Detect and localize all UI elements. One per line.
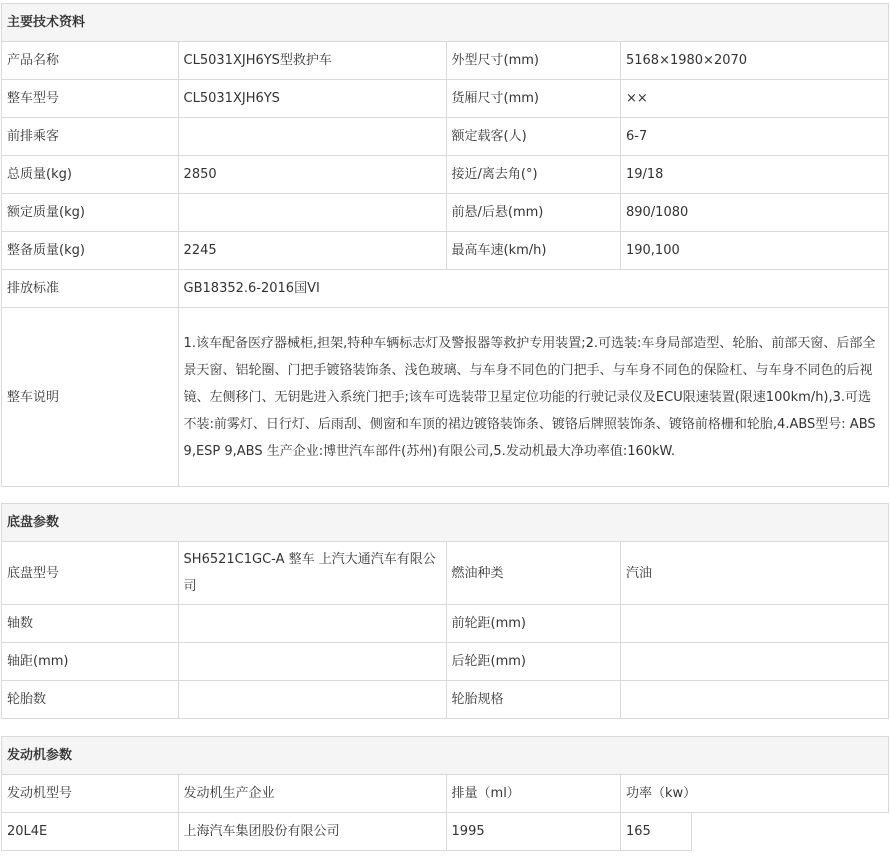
- spec-label: 最高车速(km/h): [446, 232, 620, 270]
- engine-header-maker: 发动机生产企业: [178, 775, 446, 813]
- spec-value: CL5031XJH6YS: [178, 80, 446, 118]
- section-title-engine: 发动机参数: [2, 737, 889, 775]
- engine-table: [1, 736, 889, 851]
- table-row: [2, 813, 889, 851]
- spec-label: 货厢尺寸(mm): [446, 80, 620, 118]
- spec-value: 6-7: [620, 118, 888, 156]
- spec-label: 额定载客(人): [446, 118, 620, 156]
- engine-maker-value: 上海汽车集团股份有限公司: [178, 813, 446, 851]
- engine-header-displacement: 排量（ml）: [446, 775, 620, 813]
- engine-model-value: 20L4E: [2, 813, 179, 851]
- table-row: [2, 156, 889, 194]
- main-spec-table: [1, 3, 889, 487]
- table-row: [2, 42, 889, 80]
- table-row: [2, 775, 889, 813]
- table-row: [2, 605, 889, 643]
- table-row: [2, 542, 889, 605]
- spec-label: 外型尺寸(mm): [446, 42, 620, 80]
- spec-label: 轴数: [2, 605, 179, 643]
- spec-label: 额定质量(kg): [2, 194, 179, 232]
- engine-header-model: 发动机型号: [2, 775, 179, 813]
- emission-value: GB18352.6-2016国VI: [178, 270, 888, 308]
- spec-value: 2850: [178, 156, 446, 194]
- section-header: [2, 737, 889, 775]
- emission-label: 排放标准: [2, 270, 179, 308]
- spec-value: [620, 605, 888, 643]
- spec-value: 2245: [178, 232, 446, 270]
- spec-value: 汽油: [620, 542, 888, 605]
- description-label: 整车说明: [2, 308, 179, 487]
- section-title-main: 主要技术资料: [2, 4, 889, 42]
- spec-value: 890/1080: [620, 194, 888, 232]
- spec-value: [178, 118, 446, 156]
- spec-value: CL5031XJH6YS型救护车: [178, 42, 446, 80]
- section-header: [2, 4, 889, 42]
- spec-value: [620, 643, 888, 681]
- spec-label: 前排乘客: [2, 118, 179, 156]
- empty-cell: [692, 813, 889, 851]
- spec-label: 整车型号: [2, 80, 179, 118]
- engine-displacement-value: 1995: [446, 813, 620, 851]
- spec-value: [178, 643, 446, 681]
- table-row: [2, 80, 889, 118]
- spec-value: 5168×1980×2070: [620, 42, 888, 80]
- spec-label: 整备质量(kg): [2, 232, 179, 270]
- spec-label: 后轮距(mm): [446, 643, 620, 681]
- table-row: [2, 270, 889, 308]
- chassis-table: [1, 503, 889, 719]
- spec-value: [620, 681, 888, 719]
- spec-label: 前悬/后悬(mm): [446, 194, 620, 232]
- spec-label: 轴距(mm): [2, 643, 179, 681]
- section-header: [2, 504, 889, 542]
- spec-value: 190,100: [620, 232, 888, 270]
- spec-value: [178, 681, 446, 719]
- engine-header-power: 功率（kw）: [620, 775, 888, 813]
- spec-label: 产品名称: [2, 42, 179, 80]
- spec-label: 燃油种类: [446, 542, 620, 605]
- spec-value: ××: [620, 80, 888, 118]
- spec-label: 总质量(kg): [2, 156, 179, 194]
- table-row: [2, 118, 889, 156]
- spec-value: SH6521C1GC-A 整车 上汽大通汽车有限公司: [178, 542, 446, 605]
- spec-value: [178, 194, 446, 232]
- spec-value: 19/18: [620, 156, 888, 194]
- section-title-chassis: 底盘参数: [2, 504, 889, 542]
- description-value: 1.该车配备医疗器械柜,担架,特种车辆标志灯及警报器等救护专用装置;2.可选装:车身局部造型、轮胎、前部天窗、后部全景天窗、铝轮圈、门把手镀铬装饰条、浅色玻璃、与车身不同色的门把手、与车身不同色的保险杠、与车身不同色的后视镜、左侧移门、无钥匙进入系统门把手;该车可选装带卫星定位功能的行驶记录仪及ECU限速装置(限速100km/h),3.可选不装:前雾灯、日行灯、后雨刮、侧窗和车顶的裙边镀铬装饰条、镀铬后牌照装饰条、镀铬前格栅和轮胎,4.ABS型号: ABS 9,ESP 9,ABS 生产企业:博世汽车部件(苏州)有限公司,5.发动机最大净功率值:160kW.: [178, 308, 888, 487]
- engine-power-value: 165: [620, 813, 691, 851]
- spec-label: 底盘型号: [2, 542, 179, 605]
- spec-label: 轮胎数: [2, 681, 179, 719]
- table-row: [2, 681, 889, 719]
- spec-label: 轮胎规格: [446, 681, 620, 719]
- spec-label: 前轮距(mm): [446, 605, 620, 643]
- table-row: [2, 232, 889, 270]
- table-row: [2, 643, 889, 681]
- spec-value: [178, 605, 446, 643]
- spec-label: 接近/离去角(°): [446, 156, 620, 194]
- table-row: [2, 308, 889, 487]
- table-row: [2, 194, 889, 232]
